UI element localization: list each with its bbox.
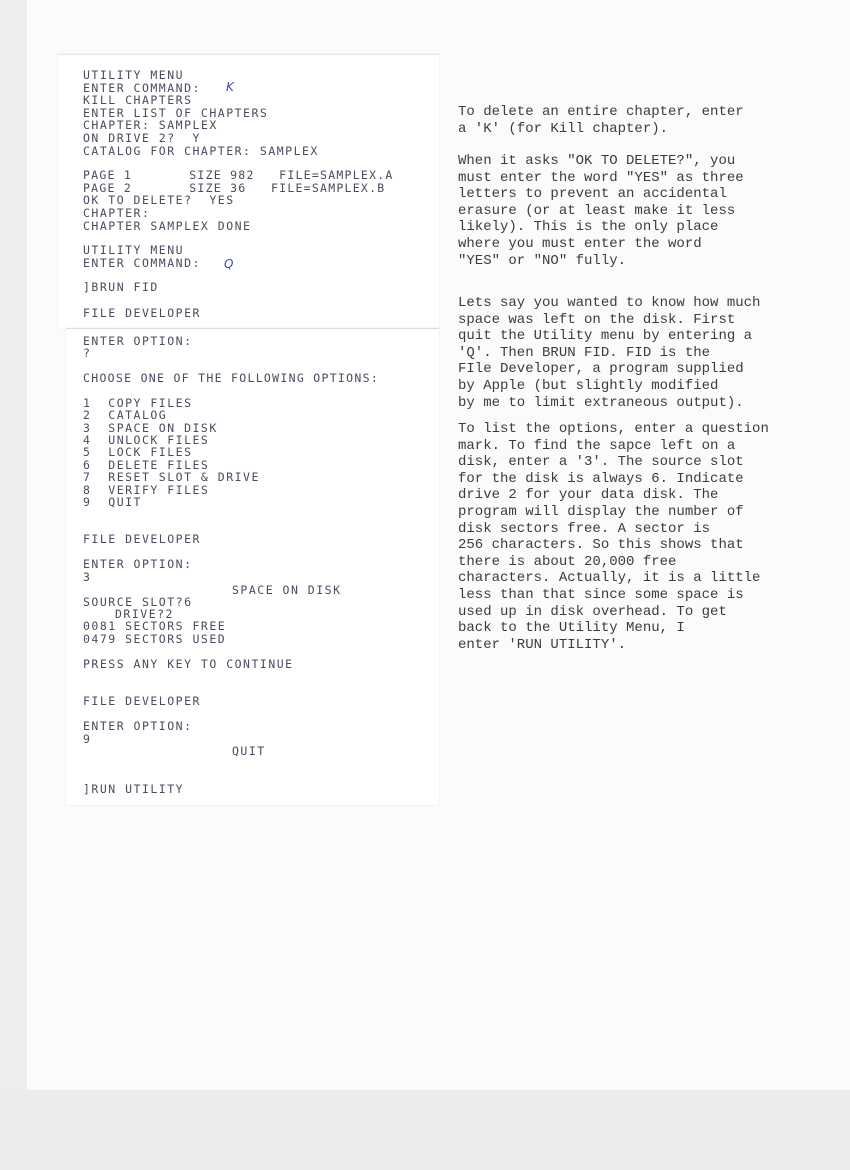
paragraph-line: enter 'RUN UTILITY'.: [458, 636, 627, 653]
paragraph-line: by Apple (but slightly modified: [458, 377, 719, 394]
printout-line: UTILITY MENU: [83, 243, 185, 257]
printout-line: 0479 SECTORS USED: [83, 632, 227, 646]
paragraph-line: used up in disk overhead. To get: [458, 603, 727, 620]
printout-line: FILE DEVELOPER: [83, 306, 201, 320]
printout-line: CHAPTER: SAMPLEX: [83, 118, 218, 132]
printout-line: PAGE 1 SIZE 982 FILE=SAMPLEX.A: [83, 168, 394, 182]
printout-line: ENTER COMMAND:: [83, 256, 201, 270]
paragraph-line: 'Q'. Then BRUN FID. FID is the: [458, 344, 711, 361]
paragraph-line: letters to prevent an accidental: [458, 186, 727, 203]
printout-line: 2 CATALOG: [83, 408, 168, 422]
paragraph-line: must enter the word "YES" as three: [458, 169, 744, 186]
paragraph-line: Lets say you wanted to know how much: [458, 295, 761, 311]
paragraph-line: "YES" or "NO" fully.: [458, 252, 627, 269]
paragraph-line: To list the options, enter a question: [458, 421, 769, 437]
printout-line: 4 UNLOCK FILES: [83, 433, 210, 447]
printout-line: ENTER COMMAND:: [83, 81, 201, 95]
paragraph-list-options: [458, 421, 838, 653]
printout-line: 8 VERIFY FILES: [83, 483, 210, 497]
printout-line: 9: [83, 732, 92, 746]
paragraph-line: To delete an entire chapter, enter: [458, 104, 744, 120]
printout-line: CATALOG FOR CHAPTER: SAMPLEX: [83, 144, 319, 158]
printout-line: KILL CHAPTERS: [83, 93, 193, 107]
paragraph-kill-chapter: [458, 104, 838, 137]
paragraph-line: quit the Utility menu by entering a: [458, 328, 753, 345]
paragraph-line: mark. To find the sapce left on a: [458, 437, 736, 454]
printout-line: 6 DELETE FILES: [83, 458, 210, 472]
paragraph-line: there is about 20,000 free: [458, 553, 677, 570]
paragraph-disk-space: [458, 295, 838, 411]
paragraph-line: by me to limit extraneous output).: [458, 394, 744, 411]
paragraph-line: drive 2 for your data disk. The: [458, 487, 719, 504]
printout-line: SPACE ON DISK: [232, 583, 342, 597]
paragraph-line: less than that since some space is: [458, 586, 744, 603]
paragraph-line: 256 characters. So this shows that: [458, 537, 744, 554]
printout-line: 1 COPY FILES: [83, 396, 193, 410]
printout-line: ENTER OPTION:: [83, 334, 193, 348]
printout-line: 9 QUIT: [83, 495, 142, 509]
printout-line: 0081 SECTORS FREE: [83, 619, 227, 633]
printout-line: 5 LOCK FILES: [83, 445, 193, 459]
paragraph-line: space was left on the disk. First: [458, 311, 736, 328]
printout-line: CHOOSE ONE OF THE FOLLOWING OPTIONS:: [83, 371, 380, 385]
printout-line: UTILITY MENU: [83, 68, 185, 82]
paragraph-line: where you must enter the word: [458, 235, 702, 252]
paragraph-ok-to-delete: [458, 153, 838, 269]
printout-line: PRESS ANY KEY TO CONTINUE: [83, 657, 294, 671]
handwritten-command-q: Q: [224, 257, 234, 271]
handwritten-command-k: K: [226, 80, 234, 94]
paragraph-line: back to the Utility Menu, I: [458, 620, 685, 637]
printout-line: QUIT: [232, 744, 266, 758]
printout-line: FILE DEVELOPER: [83, 694, 201, 708]
printout-line: SOURCE SLOT?6: [83, 595, 193, 609]
paragraph-line: characters. Actually, it is a little: [458, 570, 761, 587]
printout-line: DRIVE?2: [115, 607, 174, 621]
printout-line: ]BRUN FID: [83, 280, 159, 294]
page-left-edge: [0, 0, 27, 1090]
printout-line: CHAPTER:: [83, 206, 151, 220]
scan-bottom-strip: [0, 1090, 850, 1170]
paragraph-line: When it asks "OK TO DELETE?", you: [458, 153, 736, 169]
paragraph-line: FIle Developer, a program supplied: [458, 361, 744, 378]
printout-line: ?: [83, 346, 92, 360]
printout-line: 3: [83, 570, 92, 584]
printout-line: CHAPTER SAMPLEX DONE: [83, 219, 252, 233]
paragraph-line: program will display the number of: [458, 503, 744, 520]
paragraph-line: likely). This is the only place: [458, 219, 719, 236]
printout-line: 3 SPACE ON DISK: [83, 421, 218, 435]
printout-line: ENTER OPTION:: [83, 719, 193, 733]
printout-line: ENTER LIST OF CHAPTERS: [83, 106, 269, 120]
paragraph-line: disk, enter a '3'. The source slot: [458, 454, 744, 471]
paragraph-line: for the disk is always 6. Indicate: [458, 470, 744, 487]
printout-line: PAGE 2 SIZE 36 FILE=SAMPLEX.B: [83, 181, 386, 195]
printout-line: ON DRIVE 2? Y: [83, 131, 201, 145]
paragraph-line: a 'K' (for Kill chapter).: [458, 120, 669, 137]
paragraph-line: disk sectors free. A sector is: [458, 520, 711, 537]
printout-line: 7 RESET SLOT & DRIVE: [83, 470, 260, 484]
printout-line: OK TO DELETE? YES: [83, 193, 235, 207]
paragraph-line: erasure (or at least make it less: [458, 202, 736, 219]
printout-line: FILE DEVELOPER: [83, 532, 201, 546]
printout-line: ]RUN UTILITY: [83, 782, 185, 796]
printout-line: ENTER OPTION:: [83, 557, 193, 571]
